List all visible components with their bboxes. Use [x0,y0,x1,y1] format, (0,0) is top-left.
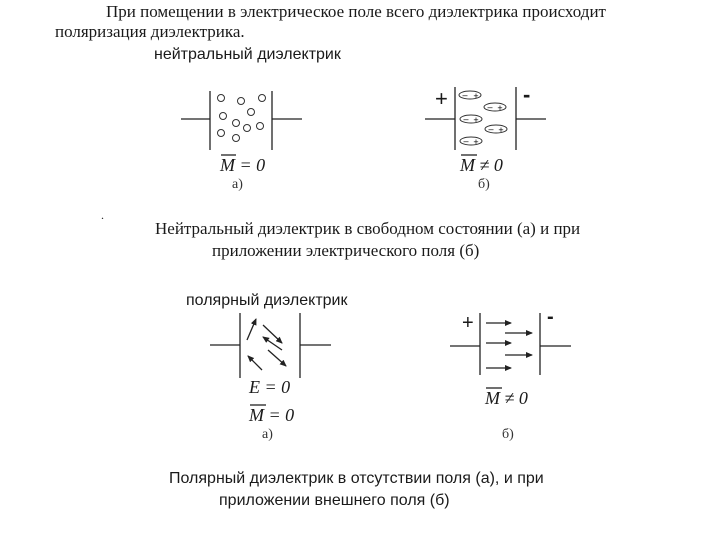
dipole-arrow [263,337,282,350]
intro-line-1: При помещении в электрическое поле всего диэлектрика происходит [106,2,606,21]
polar-capacitor-a [210,313,331,378]
svg-text:+: + [497,103,503,113]
svg-text:–: – [488,124,494,134]
svg-text:+: + [473,91,479,101]
aligned-dipole-arrows [486,323,532,368]
neutral-formula-a: M = 0 [220,155,266,175]
neutral-label-b: б) [478,177,490,192]
molecule [218,130,225,137]
molecule [218,95,225,102]
neutral-caption-line-2: приложении электрического поля (б) [212,241,480,260]
neutral-label-a: а) [232,177,243,192]
molecule [248,109,255,116]
dipole [460,136,482,147]
svg-text:+: + [473,115,479,125]
polar-minus-sign: - [547,306,554,328]
dipole [485,124,507,135]
svg-text:+: + [498,125,504,135]
molecule [238,98,245,105]
svg-text:–: – [462,90,468,100]
neutral-molecules [218,95,266,142]
svg-text:–: – [463,114,469,124]
polar-label-a: а) [262,427,273,442]
svg-text:+: + [473,137,479,147]
stray-dot: . [101,208,104,222]
random-dipole-arrows [247,319,286,370]
molecule [244,125,251,132]
dipole [460,114,482,125]
polar-caption-line-2: приложении внешнего поля (б) [219,492,450,509]
dipole [459,90,481,101]
molecule [220,113,227,120]
molecule [233,135,240,142]
polar-formula-a: M = 0 [249,405,295,425]
molecule [257,123,264,130]
dipole-arrow [247,319,256,340]
dipole [484,102,506,113]
neutral-capacitor-a [181,91,302,150]
dipole-arrow [263,325,282,343]
dipole-arrow [248,356,262,370]
svg-text:–: – [463,136,469,146]
dipoles [459,90,507,147]
polar-formula-b: M ≠ 0 [485,388,528,408]
neutral-minus-sign: - [523,82,531,107]
polar-label-b: б) [502,427,514,442]
intro-line-2: поляризация диэлектрика. [55,22,245,41]
neutral-plus-sign: + [435,86,448,111]
neutral-caption-line-1: Нейтральный диэлектрик в свободном состоянии (а) и при [155,219,581,238]
neutral-formula-b: M ≠ 0 [460,155,503,175]
polar-caption-line-1: Полярный диэлектрик в отсутствии поля (а), и при [169,470,544,487]
polar-heading: полярный диэлектрик [186,292,348,309]
polar-formula-e: E = 0 [249,377,291,397]
molecule [259,95,266,102]
dipole-arrow [268,350,286,366]
molecule [233,120,240,127]
svg-text:–: – [487,102,493,112]
polar-plus-sign: + [462,312,474,334]
neutral-heading: нейтральный диэлектрик [154,46,341,63]
